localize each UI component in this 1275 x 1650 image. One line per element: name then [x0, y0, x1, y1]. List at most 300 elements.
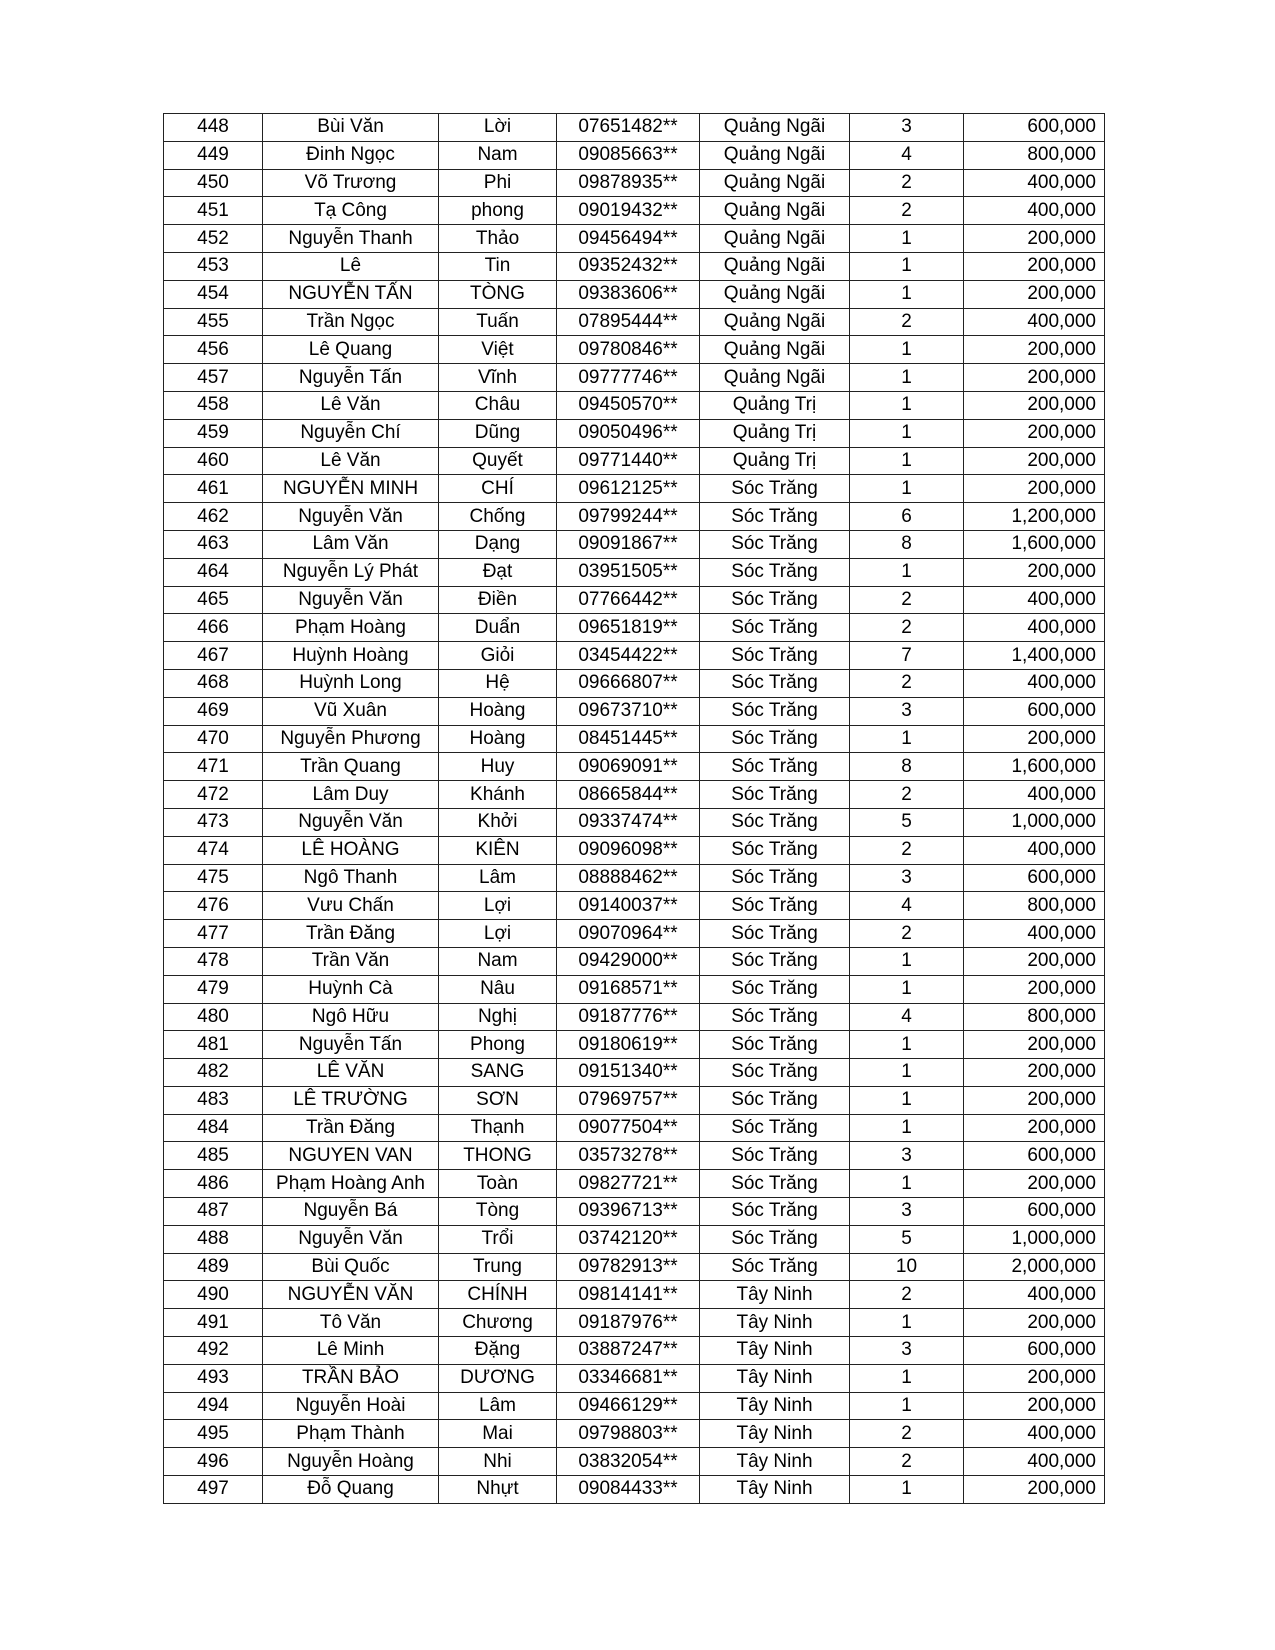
- amount-cell: 200,000: [964, 280, 1105, 308]
- quantity-cell: 1: [850, 1309, 964, 1337]
- amount-cell: 600,000: [964, 697, 1105, 725]
- province-cell: Sóc Trăng: [700, 1225, 850, 1253]
- row-number-cell: 482: [164, 1059, 263, 1087]
- quantity-cell: 3: [850, 114, 964, 142]
- quantity-cell: 1: [850, 1392, 964, 1420]
- phone-cell: 09429000**: [557, 947, 700, 975]
- given-name-cell: Hoàng: [439, 697, 557, 725]
- quantity-cell: 2: [850, 197, 964, 225]
- quantity-cell: 1: [850, 280, 964, 308]
- surname-cell: Trần Đăng: [263, 1114, 439, 1142]
- surname-cell: Nguyễn Hoài: [263, 1392, 439, 1420]
- phone-cell: 09352432**: [557, 252, 700, 280]
- quantity-cell: 1: [850, 1114, 964, 1142]
- province-cell: Sóc Trăng: [700, 475, 850, 503]
- province-cell: Quảng Ngãi: [700, 225, 850, 253]
- phone-cell: 09069091**: [557, 753, 700, 781]
- given-name-cell: TÒNG: [439, 280, 557, 308]
- row-number-cell: 469: [164, 697, 263, 725]
- province-cell: Sóc Trăng: [700, 975, 850, 1003]
- province-cell: Tây Ninh: [700, 1337, 850, 1365]
- row-number-cell: 479: [164, 975, 263, 1003]
- amount-cell: 400,000: [964, 920, 1105, 948]
- province-cell: Quảng Ngãi: [700, 141, 850, 169]
- province-cell: Sóc Trăng: [700, 1198, 850, 1226]
- amount-cell: 600,000: [964, 114, 1105, 142]
- surname-cell: Huỳnh Cà: [263, 975, 439, 1003]
- amount-cell: 200,000: [964, 225, 1105, 253]
- surname-cell: Nguyễn Văn: [263, 586, 439, 614]
- given-name-cell: Dạng: [439, 530, 557, 558]
- phone-cell: 09673710**: [557, 697, 700, 725]
- phone-cell: 03951505**: [557, 558, 700, 586]
- table-row: [164, 1448, 1105, 1476]
- amount-cell: 200,000: [964, 1309, 1105, 1337]
- given-name-cell: Nghị: [439, 1003, 557, 1031]
- amount-cell: 200,000: [964, 1114, 1105, 1142]
- quantity-cell: 3: [850, 1337, 964, 1365]
- province-cell: Sóc Trăng: [700, 808, 850, 836]
- quantity-cell: 1: [850, 725, 964, 753]
- given-name-cell: SANG: [439, 1059, 557, 1087]
- province-cell: Sóc Trăng: [700, 558, 850, 586]
- surname-cell: LÊ HOÀNG: [263, 836, 439, 864]
- phone-cell: 03742120**: [557, 1225, 700, 1253]
- table-row: [164, 1281, 1105, 1309]
- row-number-cell: 452: [164, 225, 263, 253]
- surname-cell: NGUYỄN VĂN: [263, 1281, 439, 1309]
- phone-cell: 03832054**: [557, 1448, 700, 1476]
- province-cell: Sóc Trăng: [700, 1114, 850, 1142]
- amount-cell: 200,000: [964, 947, 1105, 975]
- quantity-cell: 1: [850, 1170, 964, 1198]
- surname-cell: Bùi Văn: [263, 114, 439, 142]
- surname-cell: Vũ Xuân: [263, 697, 439, 725]
- province-cell: Sóc Trăng: [700, 725, 850, 753]
- phone-cell: 09096098**: [557, 836, 700, 864]
- province-cell: Quảng Ngãi: [700, 364, 850, 392]
- phone-cell: 09799244**: [557, 503, 700, 531]
- phone-cell: 09666807**: [557, 669, 700, 697]
- given-name-cell: Phong: [439, 1031, 557, 1059]
- table-row: [164, 1253, 1105, 1281]
- table-row: [164, 808, 1105, 836]
- row-number-cell: 467: [164, 642, 263, 670]
- amount-cell: 600,000: [964, 1198, 1105, 1226]
- surname-cell: Trần Văn: [263, 947, 439, 975]
- province-cell: Sóc Trăng: [700, 642, 850, 670]
- phone-cell: 07651482**: [557, 114, 700, 142]
- given-name-cell: DƯƠNG: [439, 1364, 557, 1392]
- quantity-cell: 2: [850, 614, 964, 642]
- quantity-cell: 1: [850, 447, 964, 475]
- province-cell: Sóc Trăng: [700, 1253, 850, 1281]
- surname-cell: Lâm Văn: [263, 530, 439, 558]
- row-number-cell: 461: [164, 475, 263, 503]
- given-name-cell: Hệ: [439, 669, 557, 697]
- given-name-cell: Tuấn: [439, 308, 557, 336]
- surname-cell: Huỳnh Hoàng: [263, 642, 439, 670]
- quantity-cell: 8: [850, 753, 964, 781]
- phone-cell: 09827721**: [557, 1170, 700, 1198]
- province-cell: Quảng Ngãi: [700, 280, 850, 308]
- surname-cell: TRẦN BẢO: [263, 1364, 439, 1392]
- quantity-cell: 4: [850, 892, 964, 920]
- amount-cell: 400,000: [964, 586, 1105, 614]
- amount-cell: 200,000: [964, 725, 1105, 753]
- phone-cell: 09798803**: [557, 1420, 700, 1448]
- phone-cell: 03346681**: [557, 1364, 700, 1392]
- amount-cell: 200,000: [964, 391, 1105, 419]
- given-name-cell: Nam: [439, 947, 557, 975]
- given-name-cell: CHÍNH: [439, 1281, 557, 1309]
- province-cell: Sóc Trăng: [700, 920, 850, 948]
- province-cell: Quảng Trị: [700, 419, 850, 447]
- quantity-cell: 1: [850, 252, 964, 280]
- quantity-cell: 1: [850, 364, 964, 392]
- surname-cell: Nguyễn Văn: [263, 503, 439, 531]
- surname-cell: Vưu Chấn: [263, 892, 439, 920]
- row-number-cell: 494: [164, 1392, 263, 1420]
- table-row: [164, 1142, 1105, 1170]
- phone-cell: 09187776**: [557, 1003, 700, 1031]
- amount-cell: 200,000: [964, 336, 1105, 364]
- quantity-cell: 1: [850, 225, 964, 253]
- surname-cell: LÊ TRƯỜNG: [263, 1086, 439, 1114]
- row-number-cell: 463: [164, 530, 263, 558]
- surname-cell: Nguyễn Văn: [263, 808, 439, 836]
- table-row: [164, 1059, 1105, 1087]
- table-row: [164, 1476, 1105, 1504]
- row-number-cell: 465: [164, 586, 263, 614]
- quantity-cell: 1: [850, 1059, 964, 1087]
- given-name-cell: Thảo: [439, 225, 557, 253]
- given-name-cell: Tin: [439, 252, 557, 280]
- row-number-cell: 476: [164, 892, 263, 920]
- amount-cell: 1,600,000: [964, 753, 1105, 781]
- province-cell: Tây Ninh: [700, 1420, 850, 1448]
- given-name-cell: Nhi: [439, 1448, 557, 1476]
- province-cell: Tây Ninh: [700, 1309, 850, 1337]
- surname-cell: Trần Ngọc: [263, 308, 439, 336]
- quantity-cell: 2: [850, 586, 964, 614]
- province-cell: Sóc Trăng: [700, 864, 850, 892]
- table-row: [164, 197, 1105, 225]
- quantity-cell: 4: [850, 141, 964, 169]
- quantity-cell: 1: [850, 1031, 964, 1059]
- quantity-cell: 2: [850, 1420, 964, 1448]
- phone-cell: 09771440**: [557, 447, 700, 475]
- given-name-cell: Giỏi: [439, 642, 557, 670]
- province-cell: Sóc Trăng: [700, 947, 850, 975]
- quantity-cell: 2: [850, 669, 964, 697]
- row-number-cell: 480: [164, 1003, 263, 1031]
- row-number-cell: 490: [164, 1281, 263, 1309]
- row-number-cell: 470: [164, 725, 263, 753]
- province-cell: Sóc Trăng: [700, 892, 850, 920]
- table-row: [164, 1225, 1105, 1253]
- row-number-cell: 493: [164, 1364, 263, 1392]
- given-name-cell: Lâm: [439, 864, 557, 892]
- surname-cell: Ngô Thanh: [263, 864, 439, 892]
- row-number-cell: 484: [164, 1114, 263, 1142]
- amount-cell: 200,000: [964, 1392, 1105, 1420]
- quantity-cell: 2: [850, 308, 964, 336]
- row-number-cell: 449: [164, 141, 263, 169]
- phone-cell: 07895444**: [557, 308, 700, 336]
- province-cell: Sóc Trăng: [700, 669, 850, 697]
- given-name-cell: Lời: [439, 114, 557, 142]
- row-number-cell: 492: [164, 1337, 263, 1365]
- quantity-cell: 2: [850, 1448, 964, 1476]
- surname-cell: Phạm Hoàng: [263, 614, 439, 642]
- quantity-cell: 1: [850, 975, 964, 1003]
- phone-cell: 09466129**: [557, 1392, 700, 1420]
- table-row: [164, 1003, 1105, 1031]
- quantity-cell: 1: [850, 419, 964, 447]
- quantity-cell: 6: [850, 503, 964, 531]
- table-row: [164, 586, 1105, 614]
- phone-cell: 09168571**: [557, 975, 700, 1003]
- province-cell: Quảng Ngãi: [700, 114, 850, 142]
- surname-cell: Lê Minh: [263, 1337, 439, 1365]
- amount-cell: 400,000: [964, 308, 1105, 336]
- row-number-cell: 475: [164, 864, 263, 892]
- row-number-cell: 464: [164, 558, 263, 586]
- row-number-cell: 488: [164, 1225, 263, 1253]
- province-cell: Sóc Trăng: [700, 1031, 850, 1059]
- amount-cell: 400,000: [964, 1448, 1105, 1476]
- table-row: [164, 169, 1105, 197]
- quantity-cell: 7: [850, 642, 964, 670]
- quantity-cell: 3: [850, 1142, 964, 1170]
- amount-cell: 200,000: [964, 558, 1105, 586]
- province-cell: Sóc Trăng: [700, 781, 850, 809]
- table-row: [164, 697, 1105, 725]
- amount-cell: 200,000: [964, 1170, 1105, 1198]
- table-row: [164, 1392, 1105, 1420]
- amount-cell: 200,000: [964, 1476, 1105, 1504]
- row-number-cell: 487: [164, 1198, 263, 1226]
- province-cell: Sóc Trăng: [700, 1170, 850, 1198]
- table-row: [164, 308, 1105, 336]
- table-row: [164, 419, 1105, 447]
- given-name-cell: THONG: [439, 1142, 557, 1170]
- table-row: [164, 669, 1105, 697]
- table-row: [164, 114, 1105, 142]
- quantity-cell: 5: [850, 1225, 964, 1253]
- quantity-cell: 2: [850, 1281, 964, 1309]
- row-number-cell: 478: [164, 947, 263, 975]
- quantity-cell: 1: [850, 1476, 964, 1504]
- surname-cell: Đinh Ngọc: [263, 141, 439, 169]
- province-cell: Quảng Ngãi: [700, 336, 850, 364]
- quantity-cell: 10: [850, 1253, 964, 1281]
- province-cell: Sóc Trăng: [700, 1003, 850, 1031]
- province-cell: Sóc Trăng: [700, 1142, 850, 1170]
- row-number-cell: 477: [164, 920, 263, 948]
- province-cell: Tây Ninh: [700, 1448, 850, 1476]
- amount-cell: 200,000: [964, 419, 1105, 447]
- surname-cell: Lê: [263, 252, 439, 280]
- surname-cell: Lê Quang: [263, 336, 439, 364]
- table-row: [164, 864, 1105, 892]
- province-cell: Sóc Trăng: [700, 614, 850, 642]
- phone-cell: 09151340**: [557, 1059, 700, 1087]
- row-number-cell: 491: [164, 1309, 263, 1337]
- amount-cell: 200,000: [964, 364, 1105, 392]
- amount-cell: 400,000: [964, 1420, 1105, 1448]
- province-cell: Quảng Ngãi: [700, 197, 850, 225]
- phone-cell: 09019432**: [557, 197, 700, 225]
- phone-cell: 03573278**: [557, 1142, 700, 1170]
- surname-cell: Trần Quang: [263, 753, 439, 781]
- row-number-cell: 460: [164, 447, 263, 475]
- given-name-cell: Nâu: [439, 975, 557, 1003]
- table-row: [164, 225, 1105, 253]
- phone-cell: 07766442**: [557, 586, 700, 614]
- quantity-cell: 5: [850, 808, 964, 836]
- province-cell: Sóc Trăng: [700, 586, 850, 614]
- given-name-cell: phong: [439, 197, 557, 225]
- amount-cell: 400,000: [964, 197, 1105, 225]
- given-name-cell: Việt: [439, 336, 557, 364]
- given-name-cell: Duẩn: [439, 614, 557, 642]
- amount-cell: 1,000,000: [964, 808, 1105, 836]
- province-cell: Sóc Trăng: [700, 697, 850, 725]
- table-body: [164, 114, 1105, 1504]
- phone-cell: 09187976**: [557, 1309, 700, 1337]
- given-name-cell: Khởi: [439, 808, 557, 836]
- given-name-cell: Nam: [439, 141, 557, 169]
- row-number-cell: 474: [164, 836, 263, 864]
- table-row: [164, 642, 1105, 670]
- given-name-cell: Lợi: [439, 892, 557, 920]
- table-row: [164, 280, 1105, 308]
- surname-cell: Nguyễn Phương: [263, 725, 439, 753]
- table-row: [164, 920, 1105, 948]
- table-row: [164, 1309, 1105, 1337]
- province-cell: Quảng Ngãi: [700, 308, 850, 336]
- amount-cell: 1,600,000: [964, 530, 1105, 558]
- surname-cell: Phạm Thành: [263, 1420, 439, 1448]
- amount-cell: 1,200,000: [964, 503, 1105, 531]
- phone-cell: 09396713**: [557, 1198, 700, 1226]
- row-number-cell: 497: [164, 1476, 263, 1504]
- amount-cell: 1,400,000: [964, 642, 1105, 670]
- quantity-cell: 3: [850, 1198, 964, 1226]
- amount-cell: 400,000: [964, 614, 1105, 642]
- surname-cell: Lâm Duy: [263, 781, 439, 809]
- surname-cell: Tạ Công: [263, 197, 439, 225]
- amount-cell: 800,000: [964, 892, 1105, 920]
- phone-cell: 09180619**: [557, 1031, 700, 1059]
- phone-cell: 09450570**: [557, 391, 700, 419]
- surname-cell: Bùi Quốc: [263, 1253, 439, 1281]
- table-row: [164, 753, 1105, 781]
- given-name-cell: Dũng: [439, 419, 557, 447]
- surname-cell: Nguyễn Lý Phát: [263, 558, 439, 586]
- row-number-cell: 472: [164, 781, 263, 809]
- surname-cell: Trần Đăng: [263, 920, 439, 948]
- given-name-cell: Đặng: [439, 1337, 557, 1365]
- row-number-cell: 451: [164, 197, 263, 225]
- given-name-cell: Tòng: [439, 1198, 557, 1226]
- amount-cell: 200,000: [964, 1031, 1105, 1059]
- amount-cell: 800,000: [964, 141, 1105, 169]
- table-row: [164, 391, 1105, 419]
- given-name-cell: Mai: [439, 1420, 557, 1448]
- table-row: [164, 1364, 1105, 1392]
- amount-cell: 200,000: [964, 975, 1105, 1003]
- quantity-cell: 1: [850, 947, 964, 975]
- surname-cell: NGUYỄN TẤN: [263, 280, 439, 308]
- given-name-cell: Chương: [439, 1309, 557, 1337]
- given-name-cell: Trổi: [439, 1225, 557, 1253]
- winners-table: [163, 113, 1105, 1504]
- row-number-cell: 485: [164, 1142, 263, 1170]
- surname-cell: Nguyễn Bá: [263, 1198, 439, 1226]
- given-name-cell: Chống: [439, 503, 557, 531]
- quantity-cell: 2: [850, 920, 964, 948]
- amount-cell: 600,000: [964, 864, 1105, 892]
- table-row: [164, 975, 1105, 1003]
- amount-cell: 400,000: [964, 169, 1105, 197]
- surname-cell: Tô Văn: [263, 1309, 439, 1337]
- phone-cell: 09777746**: [557, 364, 700, 392]
- given-name-cell: Huy: [439, 753, 557, 781]
- table-row: [164, 252, 1105, 280]
- given-name-cell: Lâm: [439, 1392, 557, 1420]
- quantity-cell: 1: [850, 1364, 964, 1392]
- quantity-cell: 2: [850, 169, 964, 197]
- surname-cell: Võ Trương: [263, 169, 439, 197]
- surname-cell: LÊ VĂN: [263, 1059, 439, 1087]
- quantity-cell: 1: [850, 475, 964, 503]
- province-cell: Tây Ninh: [700, 1364, 850, 1392]
- surname-cell: Nguyễn Văn: [263, 1225, 439, 1253]
- amount-cell: 200,000: [964, 1059, 1105, 1087]
- given-name-cell: Điền: [439, 586, 557, 614]
- surname-cell: Nguyễn Chí: [263, 419, 439, 447]
- phone-cell: 03887247**: [557, 1337, 700, 1365]
- quantity-cell: 3: [850, 864, 964, 892]
- table-row: [164, 503, 1105, 531]
- row-number-cell: 448: [164, 114, 263, 142]
- row-number-cell: 454: [164, 280, 263, 308]
- quantity-cell: 2: [850, 836, 964, 864]
- province-cell: Quảng Ngãi: [700, 252, 850, 280]
- given-name-cell: Hoàng: [439, 725, 557, 753]
- given-name-cell: Đạt: [439, 558, 557, 586]
- phone-cell: 09878935**: [557, 169, 700, 197]
- amount-cell: 800,000: [964, 1003, 1105, 1031]
- phone-cell: 09383606**: [557, 280, 700, 308]
- province-cell: Tây Ninh: [700, 1392, 850, 1420]
- given-name-cell: SƠN: [439, 1086, 557, 1114]
- amount-cell: 400,000: [964, 836, 1105, 864]
- table-row: [164, 558, 1105, 586]
- table-row: [164, 1170, 1105, 1198]
- table-row: [164, 530, 1105, 558]
- quantity-cell: 1: [850, 1086, 964, 1114]
- row-number-cell: 486: [164, 1170, 263, 1198]
- row-number-cell: 468: [164, 669, 263, 697]
- quantity-cell: 3: [850, 697, 964, 725]
- row-number-cell: 489: [164, 1253, 263, 1281]
- phone-cell: 07969757**: [557, 1086, 700, 1114]
- quantity-cell: 8: [850, 530, 964, 558]
